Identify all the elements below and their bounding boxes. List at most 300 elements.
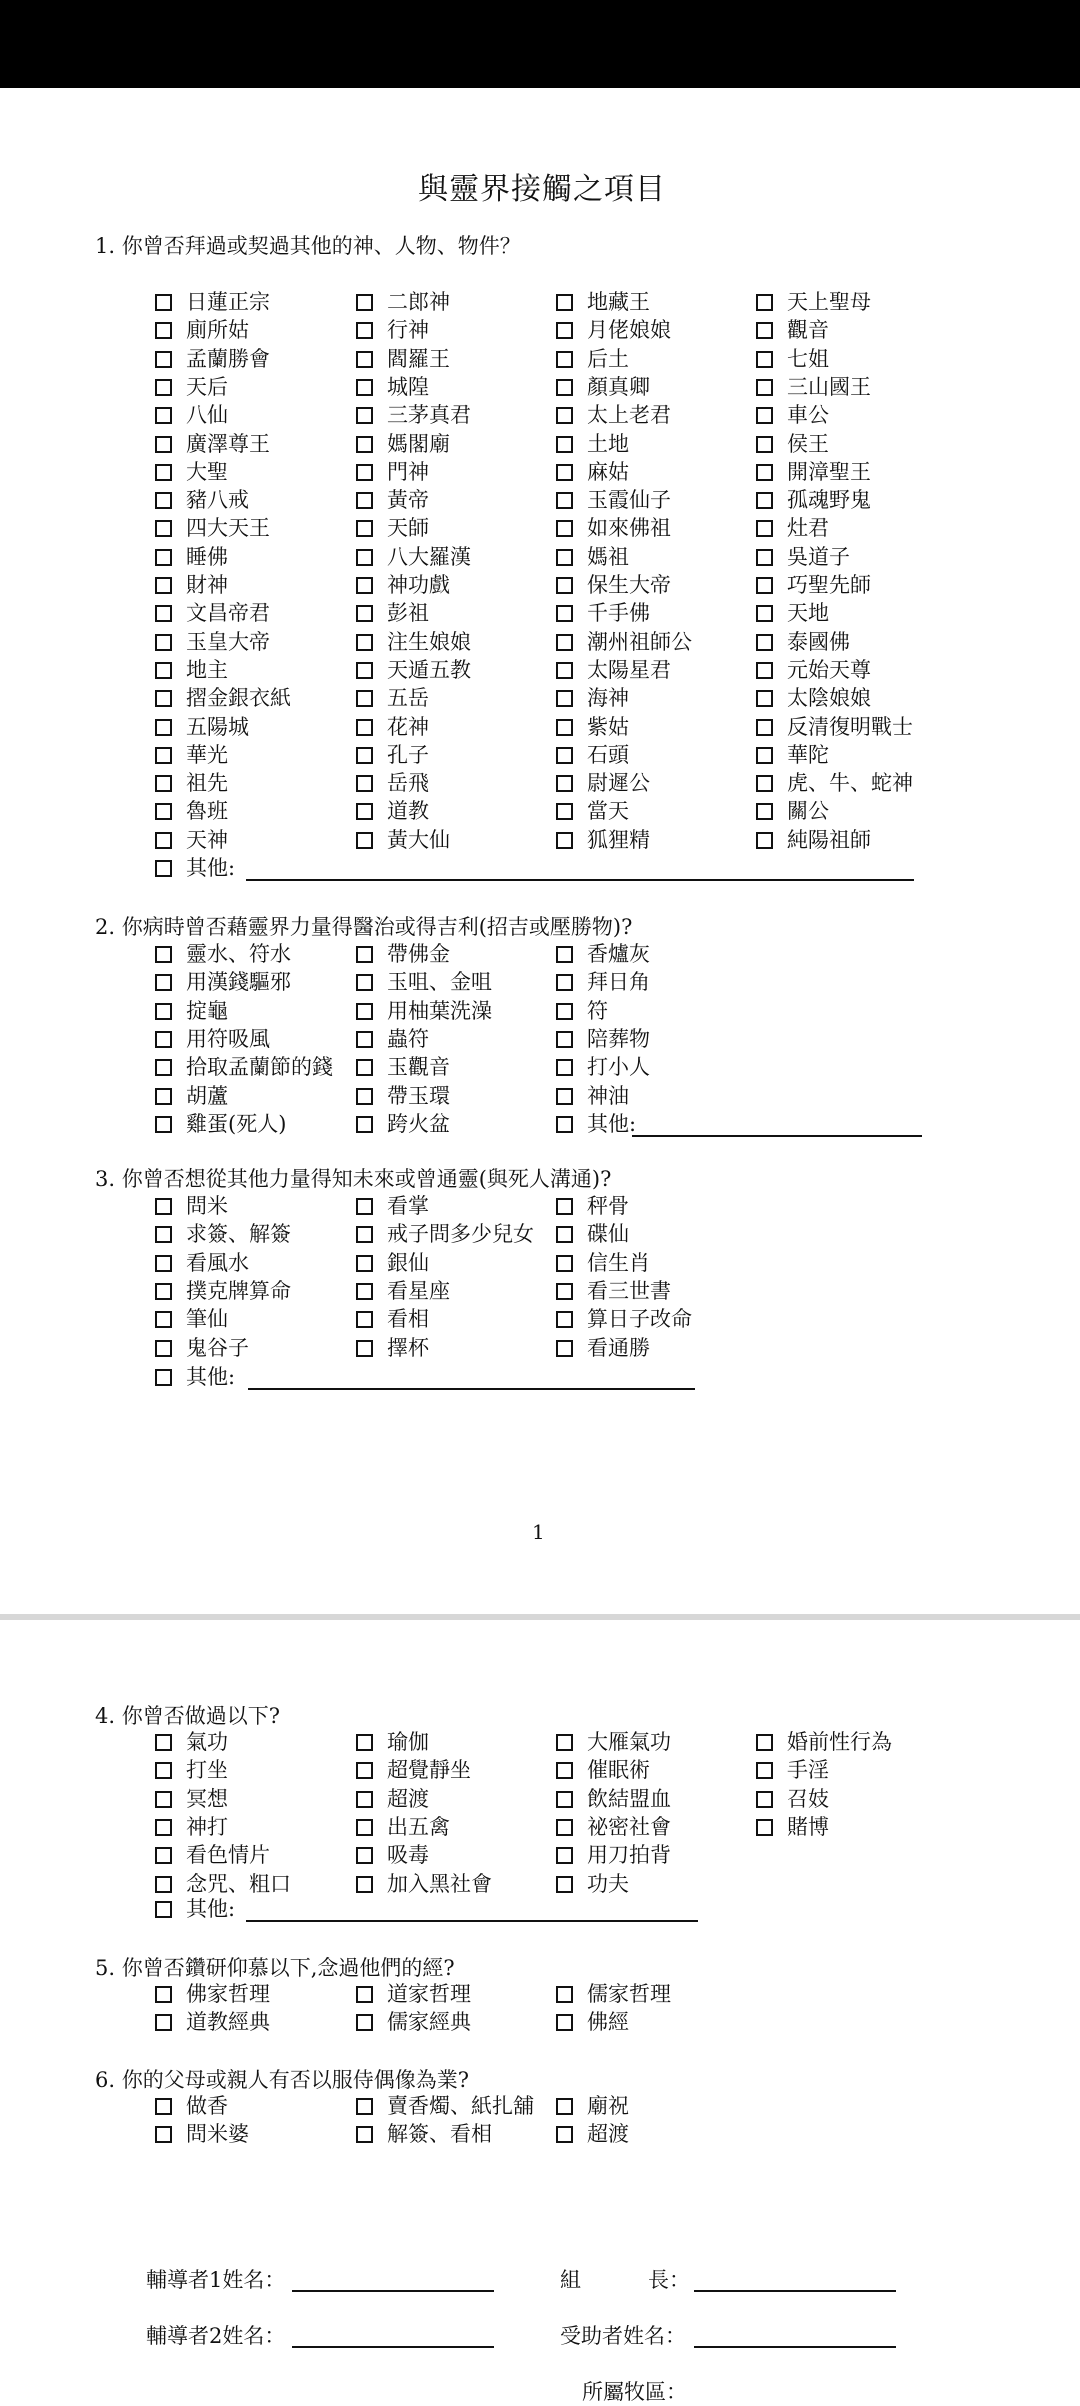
q1-option[interactable] xyxy=(356,628,471,656)
checkbox-icon[interactable] xyxy=(756,549,773,566)
checkbox-icon[interactable] xyxy=(756,379,773,396)
q2-option[interactable] xyxy=(356,1082,450,1110)
checkbox-icon[interactable] xyxy=(756,803,773,820)
q3-other-field[interactable] xyxy=(248,1388,695,1390)
q1-option[interactable] xyxy=(556,628,692,656)
q4-option[interactable] xyxy=(556,1841,671,1869)
q1-option[interactable] xyxy=(756,401,829,429)
q3-option[interactable] xyxy=(356,1334,429,1362)
q1-option[interactable] xyxy=(155,543,228,571)
checkbox-icon[interactable] xyxy=(356,1088,373,1105)
checkbox-icon[interactable] xyxy=(756,1762,773,1779)
checkbox-icon[interactable] xyxy=(756,520,773,537)
q2-option[interactable] xyxy=(155,1082,228,1110)
checkbox-icon[interactable] xyxy=(556,549,573,566)
q1-option[interactable] xyxy=(756,316,829,344)
q3-option[interactable] xyxy=(356,1192,429,1220)
checkbox-icon[interactable] xyxy=(756,294,773,311)
checkbox-icon[interactable] xyxy=(155,1847,172,1864)
checkbox-icon[interactable] xyxy=(155,577,172,594)
q2-option[interactable] xyxy=(356,940,450,968)
q1-option[interactable] xyxy=(556,826,650,854)
q1-option[interactable] xyxy=(356,316,429,344)
checkbox-icon[interactable] xyxy=(356,351,373,368)
q1-option[interactable] xyxy=(556,316,671,344)
checkbox-icon[interactable] xyxy=(356,1986,373,2003)
checkbox-icon[interactable] xyxy=(556,577,573,594)
checkbox-icon[interactable] xyxy=(356,294,373,311)
checkbox-icon[interactable] xyxy=(356,719,373,736)
checkbox-icon[interactable] xyxy=(155,2014,172,2031)
checkbox-icon[interactable] xyxy=(155,2126,172,2143)
checkbox-icon[interactable] xyxy=(356,1734,373,1751)
q1-option[interactable] xyxy=(556,345,629,373)
q1-option[interactable] xyxy=(155,713,249,741)
checkbox-icon[interactable] xyxy=(356,662,373,679)
q1-option[interactable] xyxy=(356,430,450,458)
checkbox-icon[interactable] xyxy=(756,775,773,792)
checkbox-icon[interactable] xyxy=(155,1283,172,1300)
q1-option[interactable] xyxy=(356,373,429,401)
q1-other-field[interactable] xyxy=(246,879,914,881)
checkbox-icon[interactable] xyxy=(356,464,373,481)
checkbox-icon[interactable] xyxy=(556,1986,573,2003)
checkbox-icon[interactable] xyxy=(356,379,373,396)
checkbox-icon[interactable] xyxy=(556,605,573,622)
checkbox-icon[interactable] xyxy=(155,1791,172,1808)
checkbox-icon[interactable] xyxy=(356,1226,373,1243)
checkbox-icon[interactable] xyxy=(556,492,573,509)
q4-option[interactable] xyxy=(556,1813,671,1841)
checkbox-icon[interactable] xyxy=(756,1734,773,1751)
q1-option[interactable] xyxy=(155,628,270,656)
checkbox-icon[interactable] xyxy=(155,464,172,481)
q5-option[interactable] xyxy=(356,2008,471,2036)
q5-option[interactable] xyxy=(155,2008,270,2036)
q2-option[interactable] xyxy=(556,1025,650,1053)
q1-option[interactable] xyxy=(356,401,471,429)
checkbox-icon[interactable] xyxy=(556,1283,573,1300)
q1-option[interactable] xyxy=(556,797,629,825)
checkbox-icon[interactable] xyxy=(356,1003,373,1020)
q1-option[interactable] xyxy=(756,599,829,627)
q1-option[interactable] xyxy=(556,543,629,571)
q1-option[interactable] xyxy=(155,430,270,458)
q4-option[interactable] xyxy=(155,1870,291,1898)
checkbox-icon[interactable] xyxy=(756,1791,773,1808)
checkbox-icon[interactable] xyxy=(356,775,373,792)
q4-option[interactable] xyxy=(356,1728,429,1756)
q1-option[interactable] xyxy=(155,826,228,854)
checkbox-icon[interactable] xyxy=(756,634,773,651)
q1-option[interactable] xyxy=(155,345,270,373)
checkbox-icon[interactable] xyxy=(556,1847,573,1864)
q1-option[interactable] xyxy=(756,543,850,571)
checkbox-icon[interactable] xyxy=(556,407,573,424)
q3-option[interactable] xyxy=(155,1334,249,1362)
checkbox-icon[interactable] xyxy=(356,1031,373,1048)
checkbox-icon[interactable] xyxy=(556,436,573,453)
checkbox-icon[interactable] xyxy=(356,1762,373,1779)
q6-option[interactable] xyxy=(356,2120,492,2148)
q1-option[interactable] xyxy=(155,571,228,599)
q1-option[interactable] xyxy=(556,401,671,429)
q1-option[interactable] xyxy=(556,486,671,514)
checkbox-icon[interactable] xyxy=(356,747,373,764)
q2-option[interactable] xyxy=(155,968,291,996)
q1-option[interactable] xyxy=(356,826,450,854)
checkbox-icon[interactable] xyxy=(155,1369,172,1386)
checkbox-icon[interactable] xyxy=(556,803,573,820)
checkbox-icon[interactable] xyxy=(556,1311,573,1328)
q2-option[interactable] xyxy=(556,940,650,968)
checkbox-icon[interactable] xyxy=(356,2014,373,2031)
q1-option[interactable] xyxy=(356,769,429,797)
q6-option[interactable] xyxy=(356,2092,534,2120)
q4-option[interactable] xyxy=(356,1813,450,1841)
q1-option[interactable] xyxy=(556,514,671,542)
q4-option[interactable] xyxy=(356,1841,429,1869)
q4-option[interactable] xyxy=(556,1785,671,1813)
checkbox-icon[interactable] xyxy=(756,662,773,679)
q1-option[interactable] xyxy=(356,797,429,825)
checkbox-icon[interactable] xyxy=(356,1791,373,1808)
checkbox-icon[interactable] xyxy=(756,1819,773,1836)
checkbox-icon[interactable] xyxy=(556,974,573,991)
checkbox-icon[interactable] xyxy=(155,1198,172,1215)
q3-option[interactable] xyxy=(556,1277,671,1305)
q1-option[interactable] xyxy=(155,514,270,542)
q2-option[interactable] xyxy=(356,968,492,996)
q2-option[interactable] xyxy=(155,997,228,1025)
checkbox-icon[interactable] xyxy=(155,1901,172,1918)
q3-option[interactable] xyxy=(556,1249,650,1277)
q1-option[interactable] xyxy=(155,797,228,825)
q1-option[interactable] xyxy=(356,458,429,486)
q3-option[interactable] xyxy=(556,1334,650,1362)
q1-option[interactable] xyxy=(356,571,450,599)
checkbox-icon[interactable] xyxy=(155,1876,172,1893)
checkbox-icon[interactable] xyxy=(356,1116,373,1133)
q1-option[interactable] xyxy=(556,713,629,741)
checkbox-icon[interactable] xyxy=(356,1255,373,1272)
checkbox-icon[interactable] xyxy=(556,322,573,339)
q2-option[interactable] xyxy=(556,1082,629,1110)
q1-option[interactable] xyxy=(756,684,871,712)
checkbox-icon[interactable] xyxy=(556,775,573,792)
q2-option[interactable] xyxy=(556,968,650,996)
checkbox-icon[interactable] xyxy=(556,1088,573,1105)
q1-option[interactable] xyxy=(756,769,913,797)
q4-option[interactable] xyxy=(756,1756,829,1784)
checkbox-icon[interactable] xyxy=(155,1255,172,1272)
q3-option[interactable] xyxy=(155,1305,228,1333)
q1-option[interactable] xyxy=(556,571,671,599)
checkbox-icon[interactable] xyxy=(356,1198,373,1215)
checkbox-icon[interactable] xyxy=(556,1031,573,1048)
q4-option[interactable] xyxy=(155,1813,228,1841)
checkbox-icon[interactable] xyxy=(356,436,373,453)
q1-option[interactable] xyxy=(756,797,829,825)
q4-option[interactable] xyxy=(155,1841,270,1869)
checkbox-icon[interactable] xyxy=(356,2126,373,2143)
q2-other-field[interactable] xyxy=(632,1135,922,1137)
q1-option[interactable] xyxy=(356,345,450,373)
q2-option[interactable] xyxy=(556,1053,650,1081)
q1-option[interactable] xyxy=(155,288,270,316)
checkbox-icon[interactable] xyxy=(155,1340,172,1357)
checkbox-icon[interactable] xyxy=(155,2098,172,2115)
q2-option[interactable] xyxy=(155,1053,333,1081)
checkbox-icon[interactable] xyxy=(155,662,172,679)
q1-option[interactable] xyxy=(356,514,429,542)
q3-option[interactable] xyxy=(356,1220,534,1248)
checkbox-icon[interactable] xyxy=(155,832,172,849)
q1-option[interactable] xyxy=(756,345,829,373)
checkbox-icon[interactable] xyxy=(556,1819,573,1836)
q2-option[interactable] xyxy=(556,1110,636,1138)
q1-option[interactable] xyxy=(155,769,228,797)
checkbox-icon[interactable] xyxy=(356,690,373,707)
q2-option[interactable] xyxy=(155,1025,270,1053)
checkbox-icon[interactable] xyxy=(556,1340,573,1357)
q2-option[interactable] xyxy=(155,1110,286,1138)
q3-option[interactable] xyxy=(556,1305,692,1333)
q1-option[interactable] xyxy=(756,458,871,486)
q3-other-option[interactable] xyxy=(155,1363,235,1391)
q1-option[interactable] xyxy=(356,288,450,316)
checkbox-icon[interactable] xyxy=(556,1762,573,1779)
checkbox-icon[interactable] xyxy=(155,690,172,707)
q1-option[interactable] xyxy=(155,316,249,344)
q1-option[interactable] xyxy=(556,656,671,684)
q1-option[interactable] xyxy=(155,458,228,486)
checkbox-icon[interactable] xyxy=(556,294,573,311)
q4-option[interactable] xyxy=(756,1813,829,1841)
q1-option[interactable] xyxy=(756,486,871,514)
q1-option[interactable] xyxy=(155,741,228,769)
checkbox-icon[interactable] xyxy=(155,1059,172,1076)
checkbox-icon[interactable] xyxy=(155,436,172,453)
checkbox-icon[interactable] xyxy=(155,1226,172,1243)
q1-option[interactable] xyxy=(556,741,629,769)
q4-option[interactable] xyxy=(556,1756,650,1784)
q1-option[interactable] xyxy=(556,684,629,712)
checkbox-icon[interactable] xyxy=(556,1791,573,1808)
counselor-2-field[interactable] xyxy=(292,2346,494,2348)
q4-option[interactable] xyxy=(356,1756,471,1784)
q2-option[interactable] xyxy=(356,1053,450,1081)
checkbox-icon[interactable] xyxy=(756,322,773,339)
checkbox-icon[interactable] xyxy=(155,407,172,424)
q6-option[interactable] xyxy=(155,2092,228,2120)
checkbox-icon[interactable] xyxy=(155,1986,172,2003)
q4-option[interactable] xyxy=(356,1785,429,1813)
q3-option[interactable] xyxy=(155,1249,249,1277)
checkbox-icon[interactable] xyxy=(356,1340,373,1357)
q2-option[interactable] xyxy=(356,997,492,1025)
q1-option[interactable] xyxy=(356,684,429,712)
checkbox-icon[interactable] xyxy=(556,2014,573,2031)
q1-option[interactable] xyxy=(556,599,650,627)
checkbox-icon[interactable] xyxy=(556,2098,573,2115)
checkbox-icon[interactable] xyxy=(356,520,373,537)
q1-option[interactable] xyxy=(356,656,471,684)
q1-option[interactable] xyxy=(155,684,291,712)
q3-option[interactable] xyxy=(155,1192,228,1220)
checkbox-icon[interactable] xyxy=(756,436,773,453)
q1-option[interactable] xyxy=(155,401,228,429)
checkbox-icon[interactable] xyxy=(155,803,172,820)
checkbox-icon[interactable] xyxy=(756,832,773,849)
leader-field[interactable] xyxy=(694,2290,896,2292)
recipient-field[interactable] xyxy=(694,2346,896,2348)
q1-option[interactable] xyxy=(756,373,871,401)
checkbox-icon[interactable] xyxy=(155,605,172,622)
checkbox-icon[interactable] xyxy=(556,1255,573,1272)
checkbox-icon[interactable] xyxy=(155,775,172,792)
checkbox-icon[interactable] xyxy=(155,1003,172,1020)
checkbox-icon[interactable] xyxy=(155,1762,172,1779)
q1-option[interactable] xyxy=(155,486,249,514)
q1-option[interactable] xyxy=(556,288,650,316)
checkbox-icon[interactable] xyxy=(155,1116,172,1133)
counselor-1-field[interactable] xyxy=(292,2290,494,2292)
q6-option[interactable] xyxy=(556,2092,629,2120)
q1-option[interactable] xyxy=(155,599,270,627)
checkbox-icon[interactable] xyxy=(155,549,172,566)
q1-option[interactable] xyxy=(556,769,650,797)
q1-option[interactable] xyxy=(556,458,629,486)
checkbox-icon[interactable] xyxy=(155,351,172,368)
q1-option[interactable] xyxy=(756,430,829,458)
checkbox-icon[interactable] xyxy=(556,1003,573,1020)
checkbox-icon[interactable] xyxy=(155,379,172,396)
checkbox-icon[interactable] xyxy=(155,1311,172,1328)
checkbox-icon[interactable] xyxy=(155,634,172,651)
checkbox-icon[interactable] xyxy=(155,860,172,877)
q3-option[interactable] xyxy=(356,1277,450,1305)
q4-option[interactable] xyxy=(556,1870,629,1898)
q1-option[interactable] xyxy=(756,571,871,599)
checkbox-icon[interactable] xyxy=(356,2098,373,2115)
q1-option[interactable] xyxy=(756,741,829,769)
checkbox-icon[interactable] xyxy=(756,351,773,368)
checkbox-icon[interactable] xyxy=(556,1876,573,1893)
checkbox-icon[interactable] xyxy=(155,1031,172,1048)
checkbox-icon[interactable] xyxy=(556,946,573,963)
q4-option[interactable] xyxy=(155,1756,228,1784)
checkbox-icon[interactable] xyxy=(556,1734,573,1751)
checkbox-icon[interactable] xyxy=(356,974,373,991)
checkbox-icon[interactable] xyxy=(356,1311,373,1328)
checkbox-icon[interactable] xyxy=(155,294,172,311)
q1-option[interactable] xyxy=(356,713,429,741)
checkbox-icon[interactable] xyxy=(155,1819,172,1836)
q2-option[interactable] xyxy=(356,1025,429,1053)
checkbox-icon[interactable] xyxy=(356,1876,373,1893)
q3-option[interactable] xyxy=(155,1220,291,1248)
checkbox-icon[interactable] xyxy=(556,2126,573,2143)
checkbox-icon[interactable] xyxy=(556,379,573,396)
q4-option[interactable] xyxy=(556,1728,671,1756)
q1-option[interactable] xyxy=(356,486,429,514)
checkbox-icon[interactable] xyxy=(155,974,172,991)
q4-option[interactable] xyxy=(155,1785,228,1813)
q2-option[interactable] xyxy=(155,940,291,968)
q2-option[interactable] xyxy=(356,1110,450,1138)
checkbox-icon[interactable] xyxy=(356,577,373,594)
q1-option[interactable] xyxy=(356,741,429,769)
checkbox-icon[interactable] xyxy=(356,492,373,509)
checkbox-icon[interactable] xyxy=(155,1088,172,1105)
checkbox-icon[interactable] xyxy=(756,605,773,622)
checkbox-icon[interactable] xyxy=(556,1116,573,1133)
q4-option[interactable] xyxy=(756,1728,892,1756)
q1-option[interactable] xyxy=(155,373,228,401)
q4-option[interactable] xyxy=(356,1870,492,1898)
q3-option[interactable] xyxy=(155,1277,291,1305)
checkbox-icon[interactable] xyxy=(556,662,573,679)
q4-other-option[interactable] xyxy=(155,1895,235,1923)
checkbox-icon[interactable] xyxy=(356,1059,373,1076)
checkbox-icon[interactable] xyxy=(756,492,773,509)
q1-option[interactable] xyxy=(356,599,429,627)
q5-option[interactable] xyxy=(356,1980,471,2008)
q3-option[interactable] xyxy=(356,1305,429,1333)
checkbox-icon[interactable] xyxy=(356,1847,373,1864)
q1-option[interactable] xyxy=(756,713,913,741)
checkbox-icon[interactable] xyxy=(756,407,773,424)
checkbox-icon[interactable] xyxy=(556,832,573,849)
q3-option[interactable] xyxy=(356,1249,429,1277)
q1-option[interactable] xyxy=(756,288,871,316)
checkbox-icon[interactable] xyxy=(356,803,373,820)
checkbox-icon[interactable] xyxy=(756,747,773,764)
checkbox-icon[interactable] xyxy=(155,322,172,339)
checkbox-icon[interactable] xyxy=(556,719,573,736)
q4-option[interactable] xyxy=(155,1728,228,1756)
checkbox-icon[interactable] xyxy=(556,747,573,764)
checkbox-icon[interactable] xyxy=(756,464,773,481)
q1-option[interactable] xyxy=(756,628,850,656)
q1-option[interactable] xyxy=(556,373,650,401)
checkbox-icon[interactable] xyxy=(556,1226,573,1243)
checkbox-icon[interactable] xyxy=(155,747,172,764)
q1-option[interactable] xyxy=(356,543,471,571)
q5-option[interactable] xyxy=(556,2008,629,2036)
q1-option[interactable] xyxy=(756,656,871,684)
q1-option[interactable] xyxy=(756,826,871,854)
checkbox-icon[interactable] xyxy=(556,464,573,481)
checkbox-icon[interactable] xyxy=(155,520,172,537)
q2-option[interactable] xyxy=(556,997,608,1025)
q1-option[interactable] xyxy=(556,430,629,458)
checkbox-icon[interactable] xyxy=(556,351,573,368)
q3-option[interactable] xyxy=(556,1192,629,1220)
q1-option[interactable] xyxy=(756,514,829,542)
checkbox-icon[interactable] xyxy=(155,1734,172,1751)
checkbox-icon[interactable] xyxy=(556,690,573,707)
checkbox-icon[interactable] xyxy=(756,577,773,594)
checkbox-icon[interactable] xyxy=(356,946,373,963)
checkbox-icon[interactable] xyxy=(556,1059,573,1076)
checkbox-icon[interactable] xyxy=(556,1198,573,1215)
checkbox-icon[interactable] xyxy=(356,634,373,651)
checkbox-icon[interactable] xyxy=(356,605,373,622)
checkbox-icon[interactable] xyxy=(556,520,573,537)
q1-option[interactable] xyxy=(155,656,228,684)
